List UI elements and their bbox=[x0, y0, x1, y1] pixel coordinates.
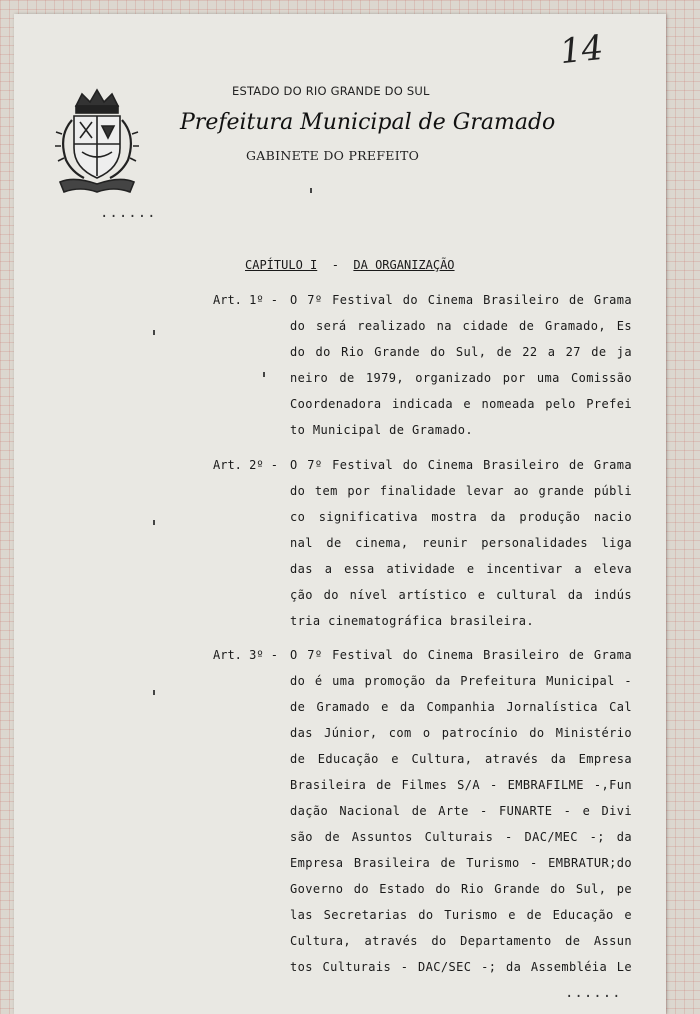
header-separator-dots: ...... bbox=[100, 205, 157, 221]
article-3-line: Governo do Estado do Rio Grande do Sul, pe bbox=[290, 882, 632, 896]
article-2-line: tria cinematográfica brasileira. bbox=[290, 614, 534, 628]
article-3-line: do é uma promoção da Prefeitura Municipal - bbox=[290, 674, 632, 688]
header-prefeitura-title: Prefeitura Municipal de Gramado bbox=[180, 110, 556, 135]
chapter-dash: - bbox=[331, 258, 339, 272]
page-folio-number: 14 bbox=[558, 27, 606, 73]
article-2-line: das a essa atividade e incentivar a eleva bbox=[290, 562, 632, 576]
article-2-line: O 7º Festival do Cinema Brasileiro de Grama bbox=[290, 458, 632, 472]
article-3-line: Empresa Brasileira de Turismo - EMBRATUR;do bbox=[290, 856, 632, 870]
chapter-title: DA ORGANIZAÇÃO bbox=[353, 258, 455, 272]
article-2-label: Art. 2º - bbox=[213, 458, 279, 472]
article-3-line: tos Culturais - DAC/SEC -; da Assembléia Le bbox=[290, 960, 632, 974]
article-3-line: dação Nacional de Arte - FUNARTE - e Divi bbox=[290, 804, 632, 818]
article-2-line: nal de cinema, reunir personalidades liga bbox=[290, 536, 632, 550]
article-2-line: do tem por finalidade levar ao grande públi bbox=[290, 484, 632, 498]
chapter-number: CAPÍTULO I bbox=[245, 258, 318, 272]
article-1-line: Coordenadora indicada e nomeada pelo Prefei bbox=[290, 397, 632, 411]
article-1-line: to Municipal de Gramado. bbox=[290, 423, 473, 437]
article-3-line: de Gramado e da Companhia Jornalística Cal bbox=[290, 700, 632, 714]
article-1-line: do será realizado na cidade de Gramado, Es bbox=[290, 319, 632, 333]
article-1-line: do do Rio Grande do Sul, de 22 a 27 de ja bbox=[290, 345, 632, 359]
article-2-line: co significativa mostra da produção nacio bbox=[290, 510, 632, 524]
chapter-heading bbox=[245, 258, 455, 272]
article-3-line: de Educação e Cultura, através da Empresa bbox=[290, 752, 632, 766]
article-3-line: das Júnior, com o patrocínio do Ministério bbox=[290, 726, 632, 740]
article-3-line: O 7º Festival do Cinema Brasileiro de Grama bbox=[290, 648, 632, 662]
article-2-line: ção do nível artístico e cultural da indús bbox=[290, 588, 632, 602]
margin-mark bbox=[153, 520, 155, 525]
margin-mark bbox=[263, 372, 265, 377]
margin-mark bbox=[153, 690, 155, 695]
article-3-label: Art. 3º - bbox=[213, 648, 279, 662]
article-3-line: Cultura, através do Departamento de Assun bbox=[290, 934, 632, 948]
article-1-line: neiro de 1979, organizado por uma Comissão bbox=[290, 371, 632, 385]
footer-continuation-dots: ...... bbox=[565, 985, 622, 1001]
article-1-line: O 7º Festival do Cinema Brasileiro de Grama bbox=[290, 293, 632, 307]
article-1-label: Art. 1º - bbox=[213, 293, 279, 307]
article-3-line: Brasileira de Filmes S/A - EMBRAFILME -,Fun bbox=[290, 778, 632, 792]
article-3-line: são de Assuntos Culturais - DAC/MEC -; da bbox=[290, 830, 632, 844]
header-gabinete: GABINETE DO PREFEITO bbox=[246, 148, 420, 163]
coat-of-arms-emblem bbox=[54, 86, 140, 198]
margin-mark bbox=[153, 330, 155, 335]
article-3-line: las Secretarias do Turismo e de Educação e bbox=[290, 908, 632, 922]
header-state-name: ESTADO DO RIO GRANDE DO SUL bbox=[232, 84, 430, 98]
margin-mark bbox=[310, 188, 312, 193]
